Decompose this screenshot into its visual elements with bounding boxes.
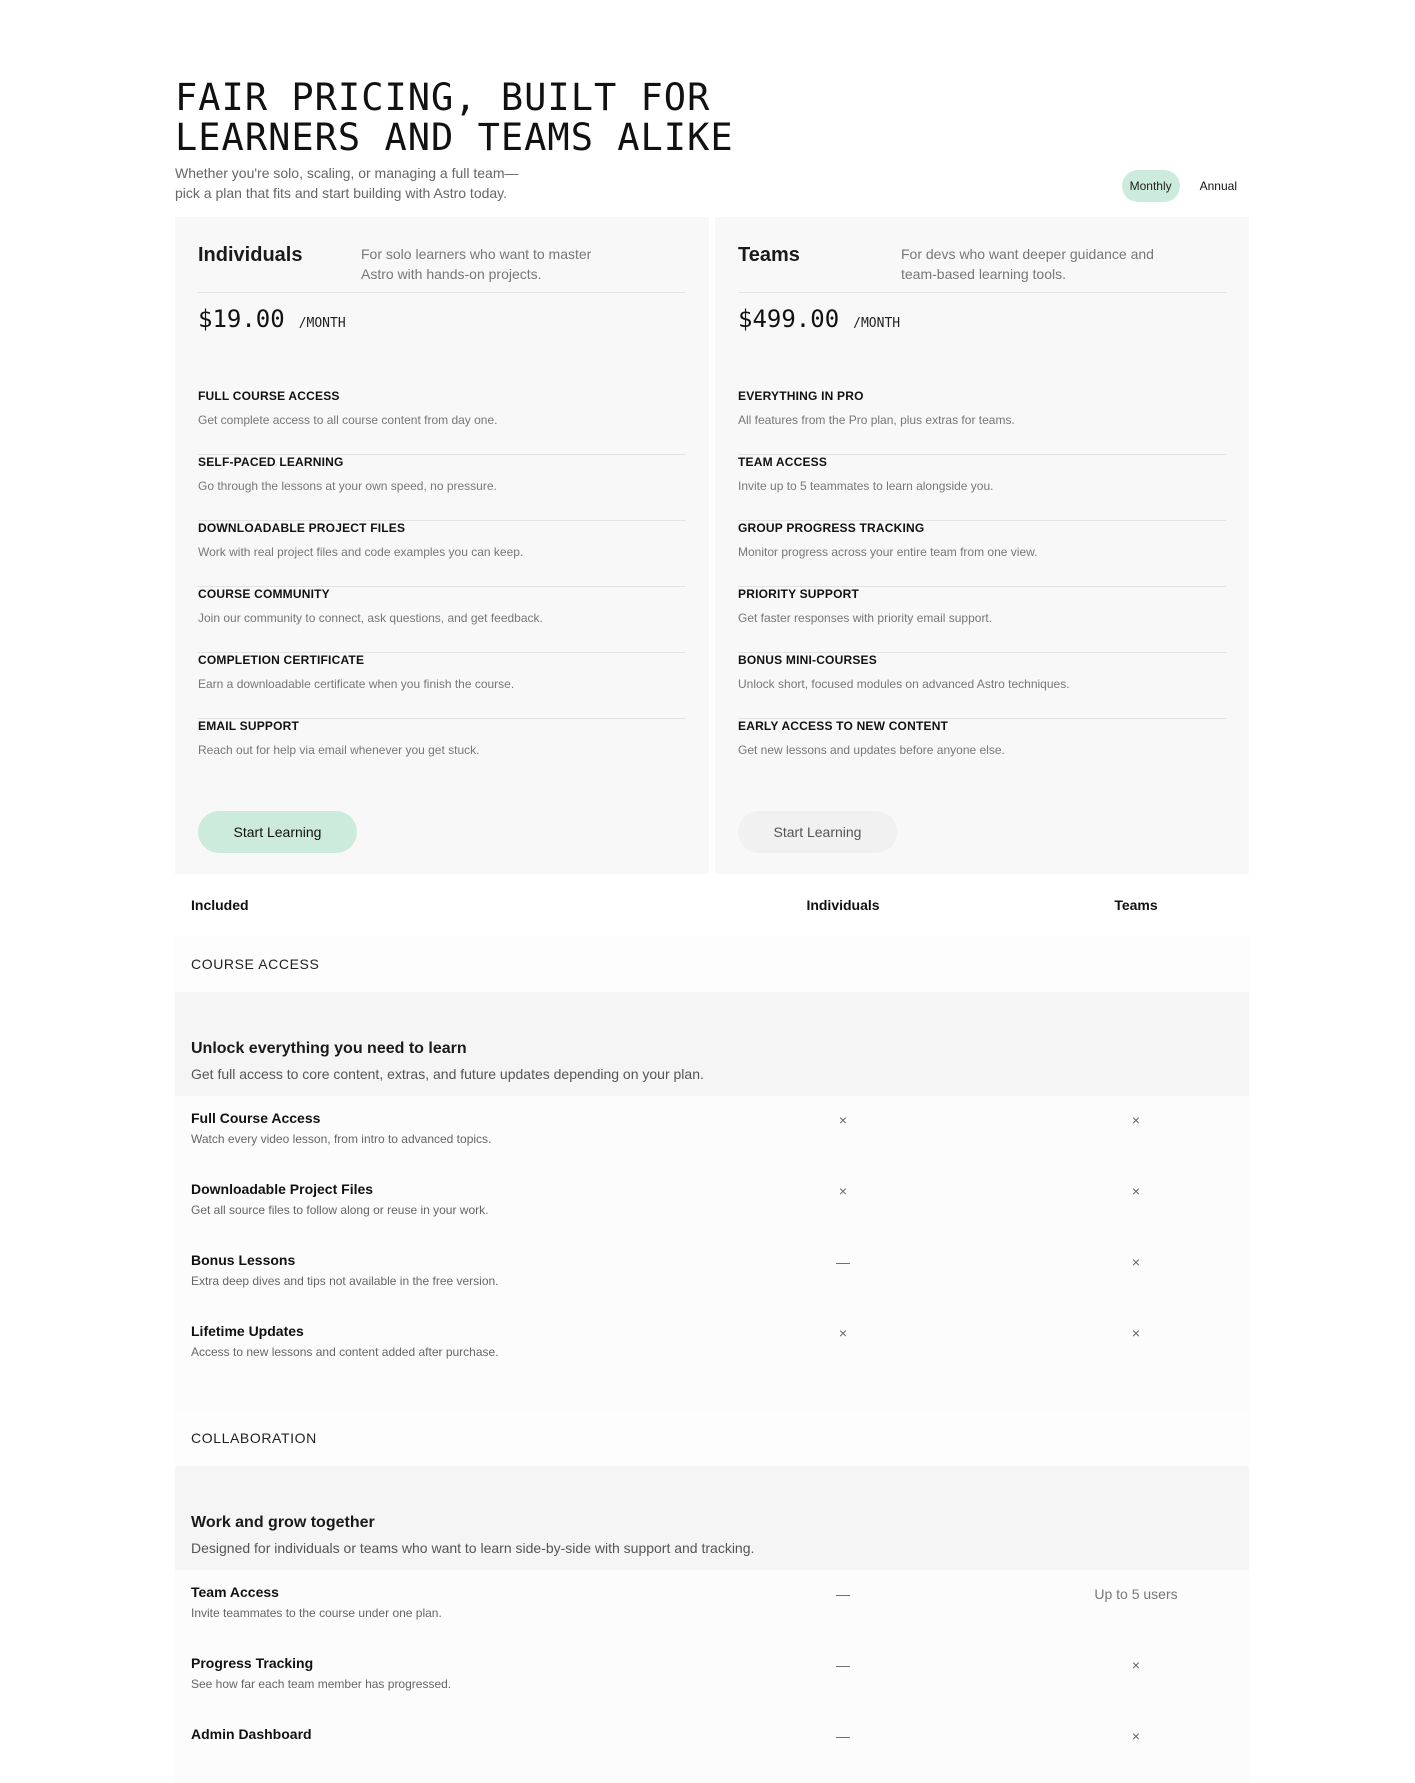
feature-item — [198, 719, 686, 785]
feature-title: DOWNLOADABLE PROJECT FILES — [198, 521, 406, 535]
plan-card-teams — [715, 217, 1249, 874]
page-title — [175, 78, 935, 158]
feature-desc: Unlock short, focused modules on advanced Astro techniques. — [738, 677, 1070, 691]
plan-name: Teams — [738, 244, 800, 266]
feature-item — [738, 587, 1226, 653]
page-subtitle — [175, 163, 595, 203]
title-line-1: FAIR PRICING, BUILT FOR — [175, 76, 711, 119]
feature-list — [198, 389, 686, 785]
feature-desc: Monitor progress across your entire team from one view. — [738, 545, 1038, 559]
row-desc: Extra deep dives and tips not available in the free version. — [191, 1274, 499, 1288]
price-period: /MONTH — [853, 316, 901, 331]
table-row — [175, 1167, 1249, 1238]
plan-header — [738, 217, 1226, 293]
plan-price — [738, 305, 1226, 345]
feature-item — [738, 719, 1226, 785]
close-icon: × — [1131, 1657, 1141, 1673]
dash-icon: — — [836, 1586, 850, 1602]
subtitle-line-2: pick a plan that fits and start building with Astro today. — [175, 185, 508, 201]
billing-toggle — [1122, 170, 1249, 202]
feature-title: COURSE COMMUNITY — [198, 587, 330, 601]
plan-cards — [175, 217, 1249, 874]
price-amount: $19.00 — [198, 305, 285, 333]
row-desc: See how far each team member has progressed. — [191, 1677, 452, 1691]
header-teams: Teams — [1114, 897, 1158, 913]
row-title: Lifetime Updates — [191, 1323, 304, 1339]
close-icon: × — [1131, 1254, 1141, 1270]
start-learning-button-teams[interactable]: Start Learning — [738, 811, 897, 853]
feature-item — [198, 455, 686, 521]
annual-toggle-button[interactable]: Annual — [1199, 179, 1237, 193]
plan-description: For devs who want deeper guidance and team-based learning tools. — [901, 246, 1154, 282]
feature-desc: Get complete access to all course content from day one. — [198, 413, 498, 427]
feature-item — [198, 587, 686, 653]
close-icon: × — [838, 1112, 848, 1128]
feature-desc: Go through the lessons at your own speed, no pressure. — [198, 479, 497, 493]
section-title: Unlock everything you need to learn — [191, 1040, 467, 1057]
start-learning-button-individuals[interactable]: Start Learning — [198, 811, 357, 853]
header-included: Included — [191, 897, 249, 913]
row-title: Downloadable Project Files — [191, 1181, 374, 1197]
row-title: Bonus Lessons — [191, 1252, 296, 1268]
feature-title: EARLY ACCESS TO NEW CONTENT — [738, 719, 949, 733]
feature-desc: Earn a downloadable certificate when you finish the course. — [198, 677, 515, 691]
subtitle-line-1: Whether you're solo, scaling, or managing a full team— — [175, 165, 519, 181]
table-header — [175, 874, 1249, 936]
table-row — [175, 1096, 1249, 1167]
price-amount: $499.00 — [738, 305, 840, 333]
row-desc: Watch every video lesson, from intro to advanced topics. — [191, 1132, 492, 1146]
row-title: Full Course Access — [191, 1110, 321, 1126]
row-desc: Access to new lessons and content added after purchase. — [191, 1345, 499, 1359]
table-row — [175, 1309, 1249, 1380]
section-title: Work and grow together — [191, 1514, 375, 1531]
dash-icon: — — [836, 1254, 850, 1270]
table-row — [175, 1641, 1249, 1712]
table-row — [175, 1570, 1249, 1641]
feature-title: EVERYTHING IN PRO — [738, 389, 864, 403]
dash-icon: — — [836, 1657, 850, 1673]
plan-card-individuals — [175, 217, 709, 874]
close-icon: × — [1131, 1728, 1141, 1744]
section-desc: Get full access to core content, extras, and future updates depending on your plan. — [191, 1066, 704, 1082]
feature-title: EMAIL SUPPORT — [198, 719, 300, 733]
plan-header — [198, 217, 686, 293]
dash-icon: — — [836, 1728, 850, 1744]
plan-name: Individuals — [198, 244, 303, 266]
feature-title: PRIORITY SUPPORT — [738, 587, 859, 601]
section-intro — [175, 992, 1249, 1096]
feature-desc: Reach out for help via email whenever you get stuck. — [198, 743, 480, 757]
close-icon: × — [1131, 1325, 1141, 1341]
table-row — [175, 1712, 1249, 1783]
feature-desc: All features from the Pro plan, plus extras for teams. — [738, 413, 1015, 427]
feature-desc: Invite up to 5 teammates to learn alongside you. — [738, 479, 994, 493]
section-desc: Designed for individuals or teams who want to learn side-by-side with support and tracking. — [191, 1540, 755, 1556]
feature-title: TEAM ACCESS — [738, 455, 828, 469]
feature-title: FULL COURSE ACCESS — [198, 389, 340, 403]
feature-list — [738, 389, 1226, 785]
close-icon: × — [838, 1325, 848, 1341]
close-icon: × — [1131, 1183, 1141, 1199]
header-individuals: Individuals — [806, 897, 880, 913]
feature-item — [198, 389, 686, 455]
feature-title: GROUP PROGRESS TRACKING — [738, 521, 925, 535]
close-icon: × — [838, 1183, 848, 1199]
feature-item — [198, 521, 686, 587]
plan-description: For solo learners who want to master Astro with hands-on projects. — [361, 246, 592, 282]
section-spacer — [175, 1380, 1249, 1410]
row-title: Progress Tracking — [191, 1655, 314, 1671]
monthly-toggle-button[interactable]: Monthly — [1122, 170, 1180, 202]
feature-title: BONUS MINI-COURSES — [738, 653, 877, 667]
team-size-value: Up to 5 users — [1094, 1586, 1178, 1602]
feature-desc: Get new lessons and updates before anyone else. — [738, 743, 1005, 757]
feature-desc: Join our community to connect, ask questions, and get feedback. — [198, 611, 543, 625]
feature-title: COMPLETION CERTIFICATE — [198, 653, 365, 667]
feature-title: SELF-PACED LEARNING — [198, 455, 344, 469]
row-desc: Get all source files to follow along or reuse in your work. — [191, 1203, 489, 1217]
section-label: COURSE ACCESS — [175, 936, 1249, 992]
feature-item — [738, 389, 1226, 455]
price-period: /MONTH — [298, 316, 346, 331]
comparison-table — [175, 874, 1249, 1783]
feature-item — [198, 653, 686, 719]
feature-desc: Work with real project files and code examples you can keep. — [198, 545, 524, 559]
feature-desc: Get faster responses with priority email support. — [738, 611, 993, 625]
close-icon: × — [1131, 1112, 1141, 1128]
feature-item — [738, 455, 1226, 521]
feature-item — [738, 521, 1226, 587]
row-desc: Invite teammates to the course under one plan. — [191, 1606, 442, 1620]
plan-price — [198, 305, 686, 345]
section-intro — [175, 1466, 1249, 1570]
title-line-2: LEARNERS AND TEAMS ALIKE — [175, 116, 734, 159]
row-title: Team Access — [191, 1584, 279, 1600]
row-title: Admin Dashboard — [191, 1726, 312, 1742]
feature-item — [738, 653, 1226, 719]
table-row — [175, 1238, 1249, 1309]
section-label: COLLABORATION — [175, 1410, 1249, 1466]
